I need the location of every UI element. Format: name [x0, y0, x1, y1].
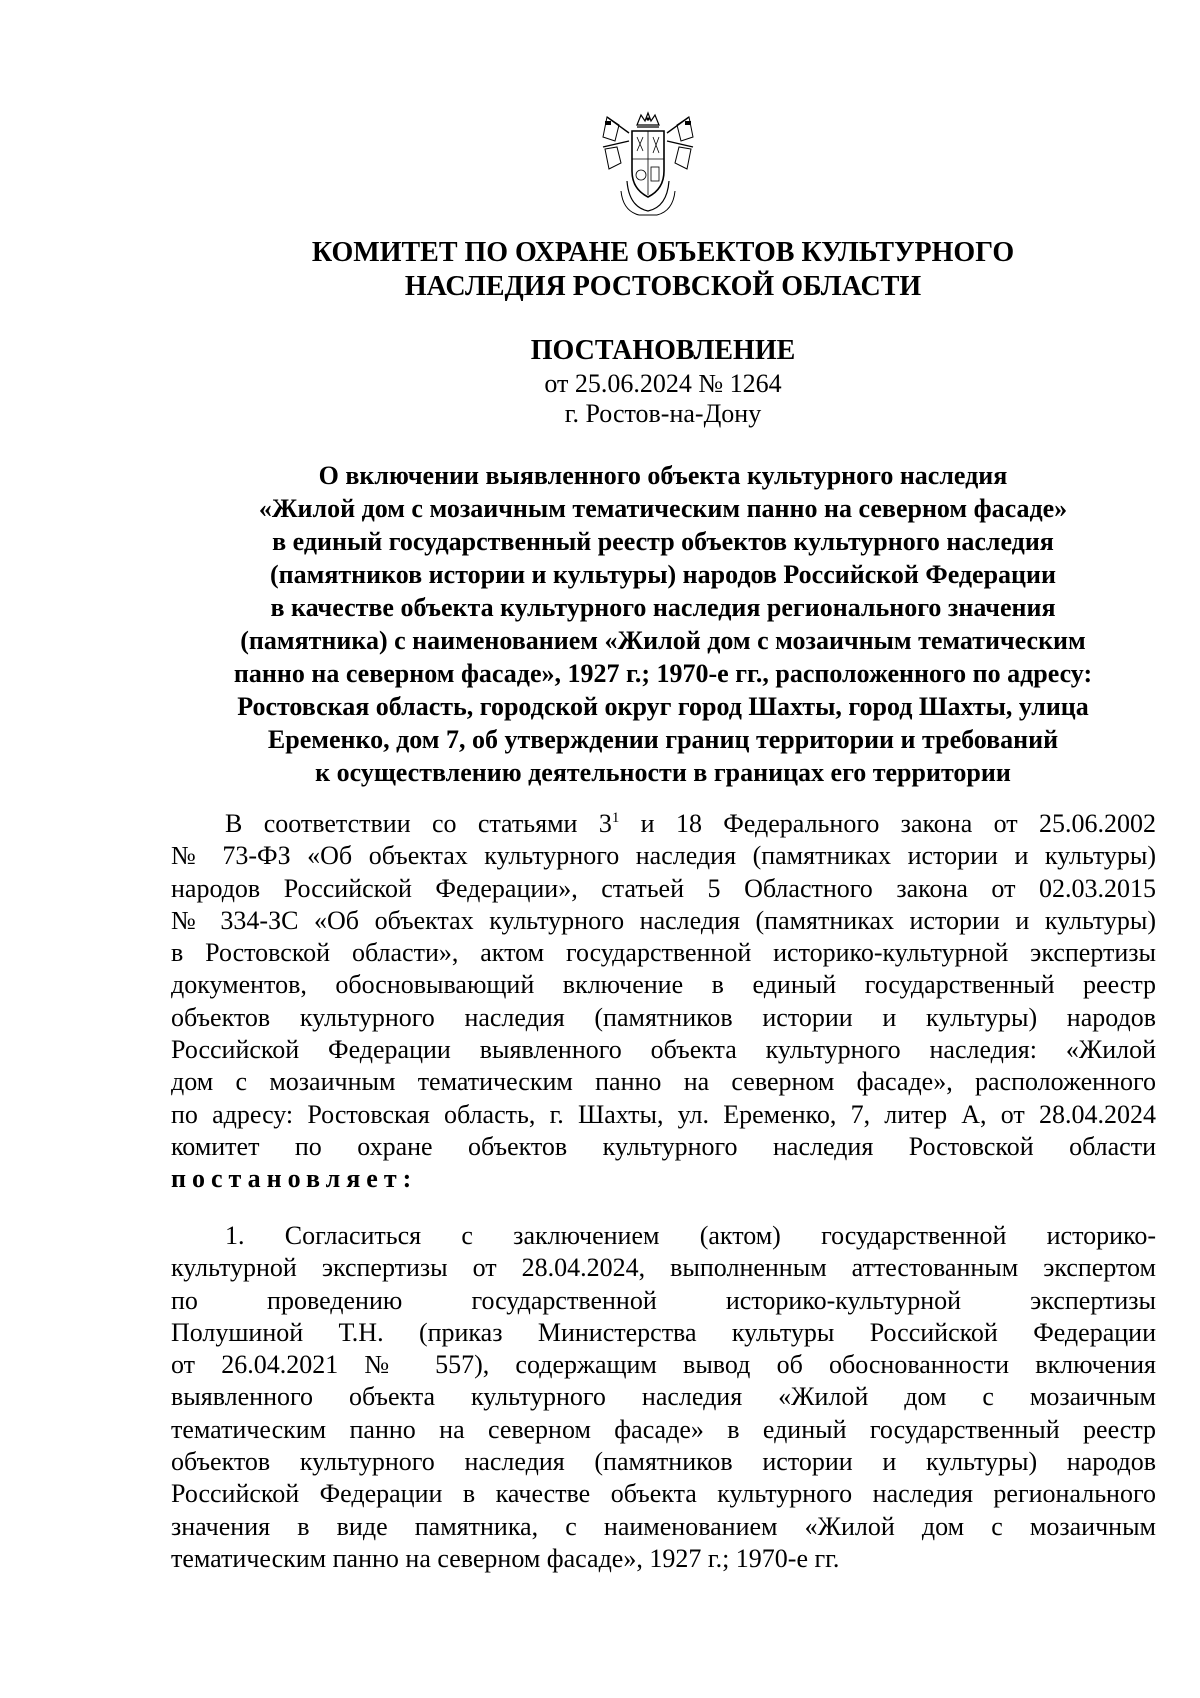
paragraph-line: значения в виде памятника, с наименованием «Жилой дом с мозаичным: [171, 1511, 1156, 1541]
title-line: в единый государственный реестр объектов культурного наследия: [272, 527, 1054, 556]
coat-of-arms-icon: [599, 111, 697, 219]
document-title: [170, 459, 1156, 789]
preamble-line: комитет по охране объектов культурного наследия Ростовской области: [171, 1131, 1156, 1161]
document-date-number: от 25.06.2024 № 1264: [544, 369, 782, 398]
preamble-line: № 73-ФЗ «Об объектах культурного наследия (памятниках истории и культуры): [171, 841, 1156, 871]
paragraph-line: Полушиной Т.Н. (приказ Министерства культуры Российской Федерации: [171, 1317, 1156, 1347]
paragraph-line: 1. Согласиться с заключением (актом) государственной историко-: [225, 1221, 1156, 1250]
paragraph-line: объектов культурного наследия (памятников истории и культуры) народов: [171, 1447, 1156, 1477]
title-line: в качестве объекта культурного наследия регионального значения: [270, 593, 1056, 622]
title-line: панно на северном фасаде», 1927 г.; 1970-е гг., расположенного по адресу:: [233, 659, 1093, 688]
preamble-line: № 334-ЗС «Об объектах культурного наследия (памятниках истории и культуры): [171, 905, 1156, 935]
paragraph-line: от 26.04.2021 № 557), содержащим вывод об обоснованности включения: [171, 1350, 1156, 1380]
paragraph-line: Российской Федерации в качестве объекта культурного наследия регионального: [171, 1479, 1156, 1509]
document-city: г. Ростов-на-Дону: [564, 399, 762, 428]
preamble-text: В соответствии со статьями 3: [225, 809, 612, 838]
title-line: Еременко, дом 7, об утверждении границ территории и требований: [267, 725, 1059, 754]
preamble-line: в Ростовской области», актом государственной историко-культурной экспертизы: [171, 938, 1156, 968]
title-line: «Жилой дом с мозаичным тематическим панно на северном фасаде»: [258, 494, 1068, 523]
title-line: О включении выявленного объекта культурного наследия: [318, 461, 1008, 490]
organization-name-line2: НАСЛЕДИЯ РОСТОВСКОЙ ОБЛАСТИ: [404, 271, 922, 302]
paragraph-line: тематическим панно на северном фасаде», 1927 г.; 1970-е гг.: [171, 1543, 840, 1573]
preamble-line: дом с мозаичным тематическим панно на северном фасаде», расположенного: [171, 1067, 1156, 1097]
preamble-text: и 18 Федерального закона от 25.06.2002: [619, 809, 1156, 838]
title-line: Ростовская область, городской округ город Шахты, город Шахты, улица: [237, 692, 1089, 721]
preamble-line: [171, 808, 1156, 840]
organization-name-line1: КОМИТЕТ ПО ОХРАНЕ ОБЪЕКТОВ КУЛЬТУРНОГО: [311, 237, 1015, 268]
paragraph-1: [171, 1220, 1156, 1575]
preamble-paragraph: [171, 808, 1156, 1196]
paragraph-line: по проведению государственной историко-культурной экспертизы: [171, 1285, 1156, 1315]
paragraph-line: выявленного объекта культурного наследия «Жилой дом с мозаичным: [171, 1382, 1156, 1412]
resolves-word: постановляет:: [171, 1164, 418, 1194]
article-superscript: 1: [611, 810, 620, 826]
title-line: к осуществлению деятельности в границах его территории: [315, 758, 1011, 787]
paragraph-line: культурной экспертизы от 28.04.2024, выполненным аттестованным экспертом: [171, 1253, 1156, 1283]
preamble-line: по адресу: Ростовская область, г. Шахты, ул. Еременко, 7, литер А, от 28.04.2024: [171, 1099, 1156, 1129]
preamble-line: Российской Федерации выявленного объекта культурного наследия: «Жилой: [171, 1035, 1156, 1065]
paragraph-line: тематическим панно на северном фасаде» в единый государственный реестр: [171, 1414, 1156, 1444]
preamble-line: [171, 1163, 1156, 1195]
title-line: (памятников истории и культуры) народов Российской Федерации: [270, 560, 1056, 589]
preamble-line: объектов культурного наследия (памятников истории и культуры) народов: [171, 1002, 1156, 1032]
preamble-line: народов Российской Федерации», статьей 5 Областного закона от 02.03.2015: [171, 873, 1156, 903]
organization-name: [170, 236, 1156, 304]
title-line: (памятника) с наименованием «Жилой дом с мозаичным тематическим: [240, 626, 1086, 655]
preamble-line: документов, обосновывающий включение в единый государственный реестр: [171, 970, 1156, 1000]
document-type: ПОСТАНОВЛЕНИЕ: [530, 335, 796, 366]
